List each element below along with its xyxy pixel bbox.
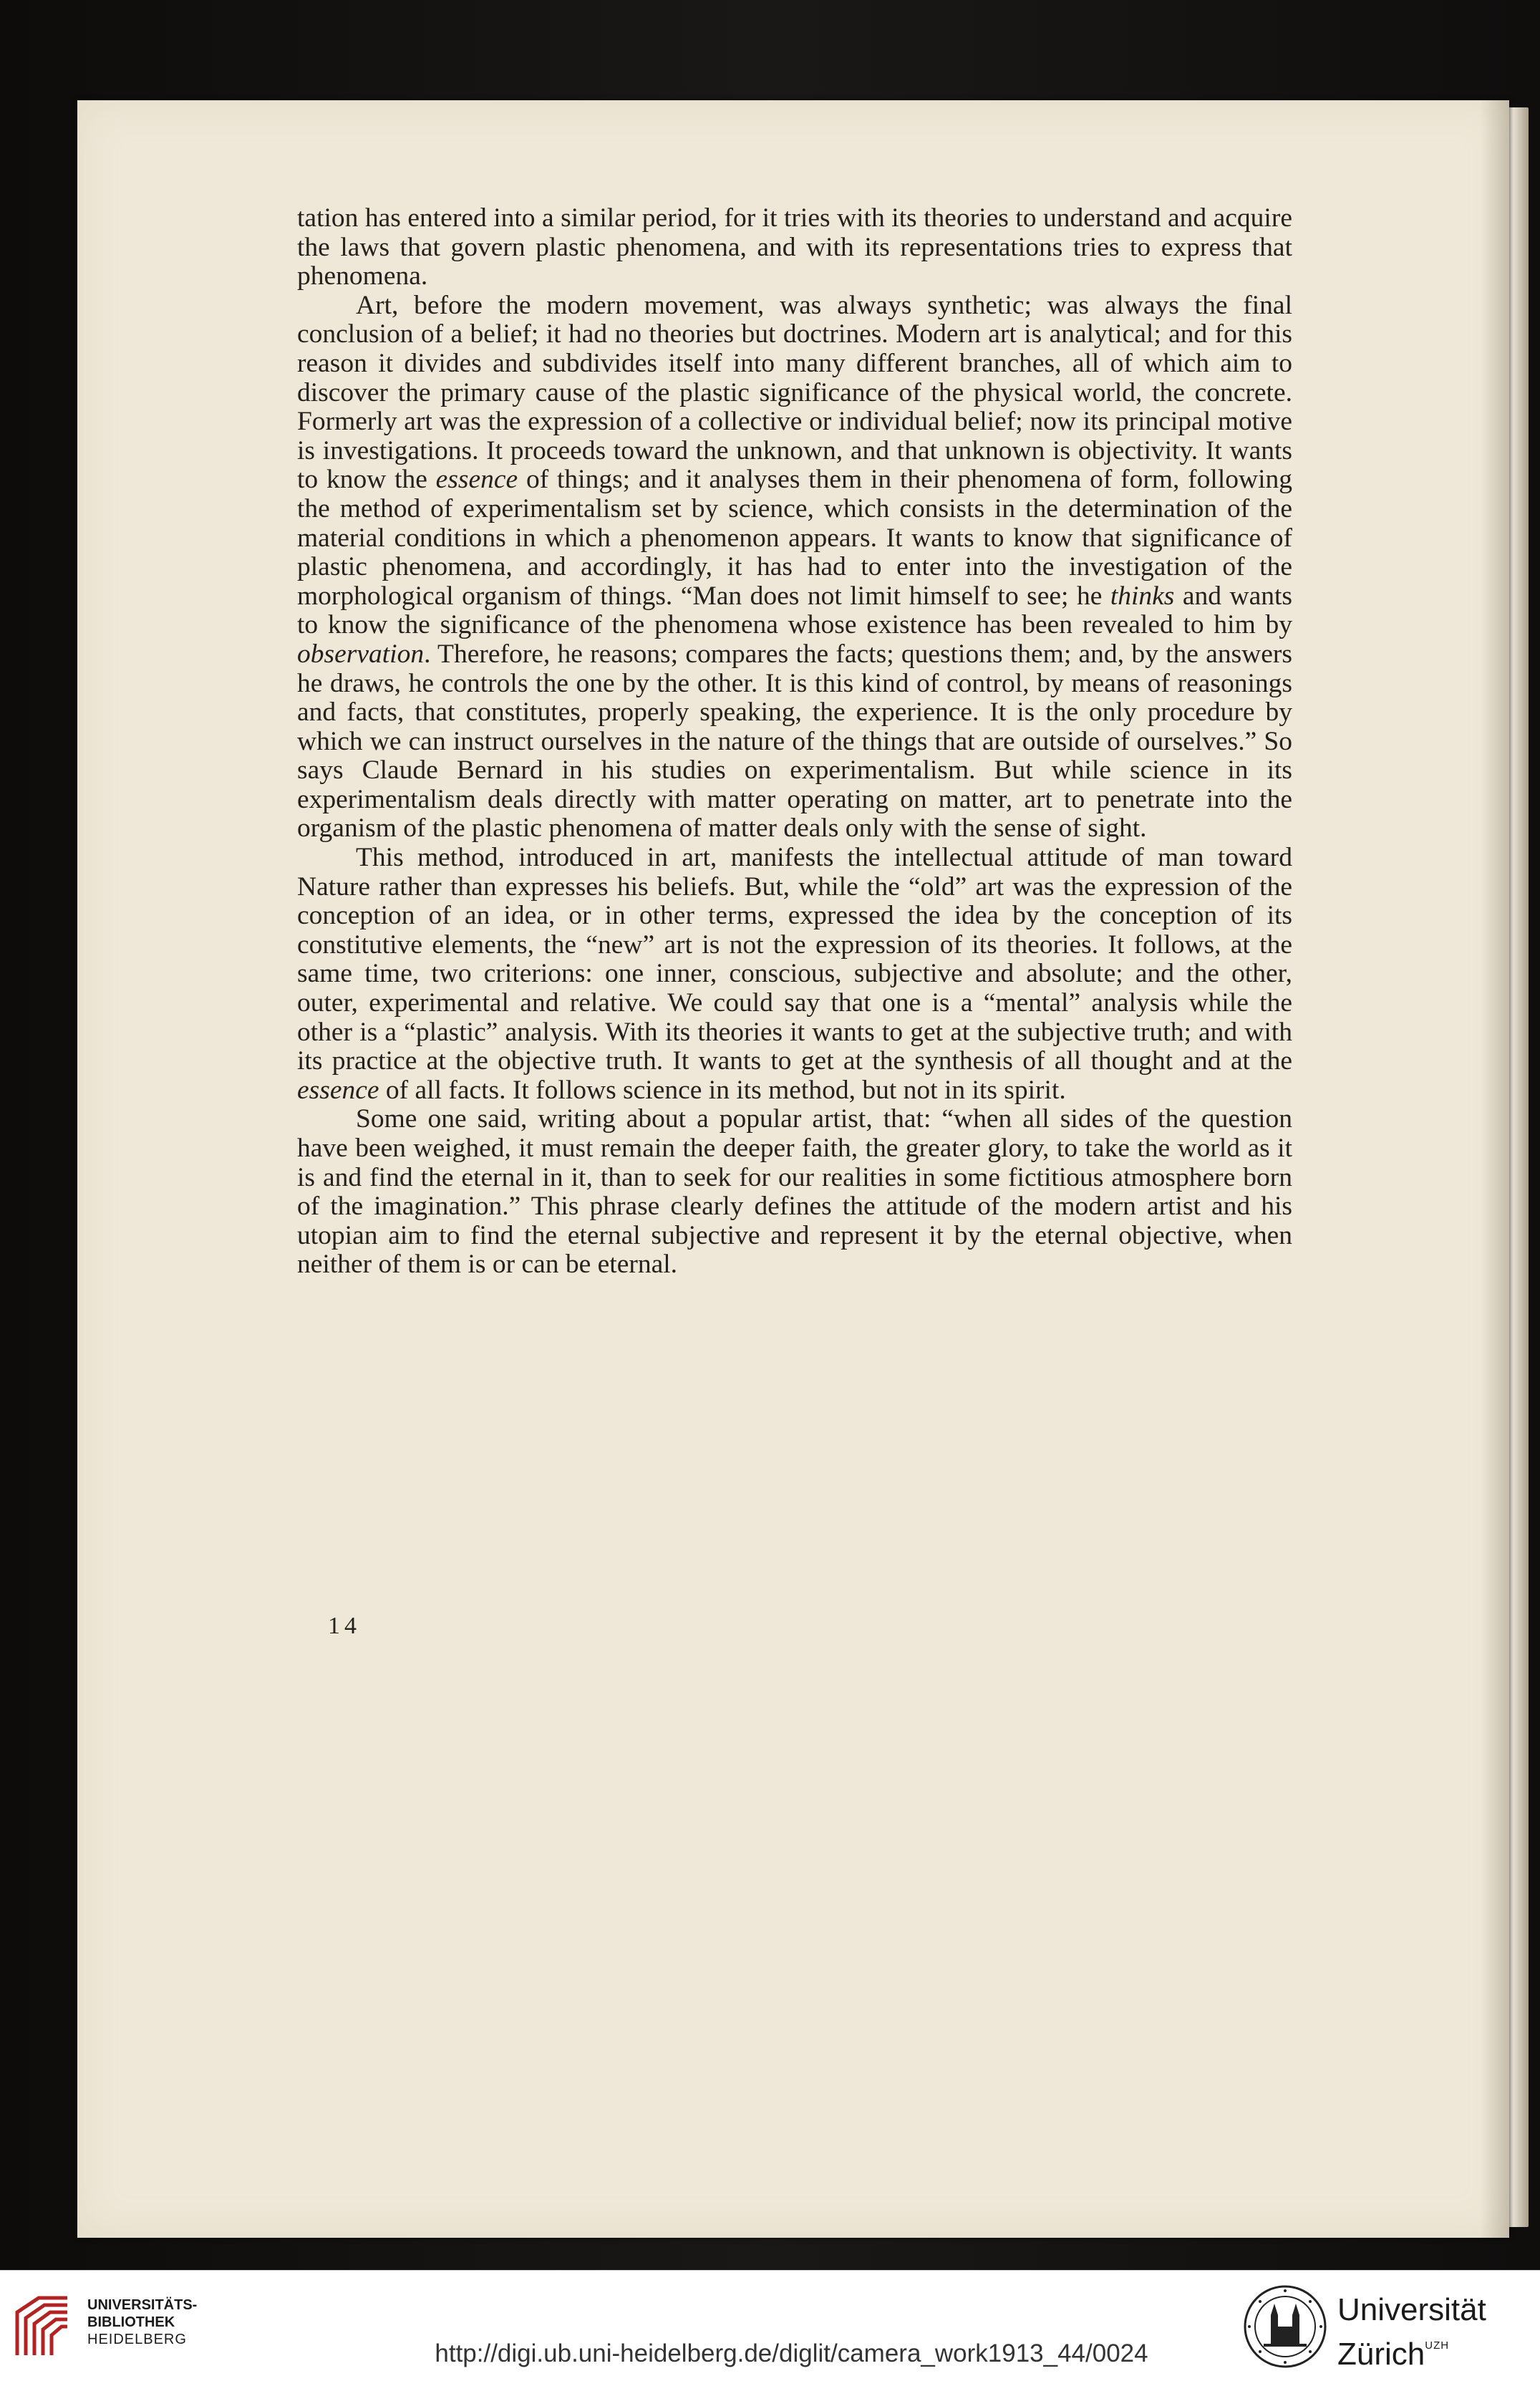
italic-word: essence [435, 465, 518, 495]
university-abbr: UZH [1425, 2339, 1450, 2352]
university-name-line: Universität [1337, 2292, 1486, 2327]
italic-word: thinks [1110, 581, 1175, 611]
gutter-shade [1481, 100, 1509, 2238]
permalink-url-text[interactable]: http://digi.ub.uni-heidelberg.de/diglit/camera_work1913_44/0024 [435, 2339, 1148, 2367]
library-name-line: BIBLIOTHEK [87, 2314, 175, 2330]
university-name[interactable] [1337, 2292, 1486, 2372]
university-city: Zürich [1337, 2337, 1425, 2372]
paragraph: Art, before the modern movement, was always synthetic; was always the final conclusion of a belief; it had no theories but doctrines. Modern art is analytical; and for this reason it divides and subdivides itself into many different branches, all of which aim to discover the primary cause of the plastic significance of the physical world, the concrete. Formerly art was the expression of a collective or individual belief; now its principal motive is investigations. It proceeds toward the unknown, and that unknown is objectivity. It wants to know the essence of things; and it analyses them in their phenomena of form, following the method of experimentalism set by science, which consists in the determination of the material conditions in which a phenomenon appears. It wants to know that significance of plastic phenomena, and accordingly, it has had to enter into the investigation of the morphological organism of things. “Man does not limit himself to see; he thinks and wants to know the significance of the phenomena whose existence has been revealed to him by observation. Therefore, he reasons; compares the facts; questions them; and, by the answers he draws, he controls the one by the other. It is this kind of control, by means of reasonings and facts, that constitutes, properly speaking, the experience. It is the only procedure by which we can instruct ourselves in the nature of the things that are outside of ourselves.” So says Claude Bernard in his studies on experimentalism. But while science in its experimentalism deals directly with matter operating on matter, art to penetrate into the organism of the plastic phenomena of matter deals only with the sense of sight. [297, 290, 1292, 844]
paragraph: Some one said, writing about a popular artist, that: “when all sides of the question have been weighed, it must remain the deeper faith, the greater glory, to take the world as it is and find the eternal in it, than to seek for our realities in some fictitious atmosphere born of the imagination.” This phrase clearly defines the attitude of the modern artist and his utopian aim to find the eternal subjective and represent it by the eternal objective, when neither of them is or can be eternal. [297, 1104, 1292, 1280]
paragraph: This method, introduced in art, manifests the intellectual attitude of man toward Nature rather than expresses his beliefs. But, while the “old” art was the expression of the conception of an idea, or in other terms, expressed the idea by the conception of its constitutive elements, the “new” art is not the expression of its theories. It follows, at the same time, two criterions: one inner, conscious, subjective and absolute; and the other, outer, experimental and relative. We could say that one is a “mental” analysis while the other is a “plastic” analysis. With its theories it wants to get at the subjective truth; and with its practice at the objective truth. It wants to get at the synthesis of all thought and at the essence of all facts. It follows science in its method, but not in its spirit. [297, 843, 1292, 1105]
italic-word: observation [297, 639, 425, 669]
library-name-line: UNIVERSITÄTS- [87, 2297, 198, 2313]
page-body-text [297, 204, 1292, 1280]
university-name-line [1337, 2328, 1486, 2372]
italic-word: essence [297, 1075, 379, 1105]
library-name-line: HEIDELBERG [87, 2332, 187, 2347]
page-number: 14 [328, 1613, 361, 1639]
paragraph: tation has entered into a similar period, for it tries with its theories to understand and acquire the laws that govern plastic phenomena, and with its representations tries to express that phenomena. [297, 203, 1292, 291]
uzh-seal-icon[interactable] [1242, 2284, 1328, 2370]
viewer-footer [0, 2270, 1540, 2386]
